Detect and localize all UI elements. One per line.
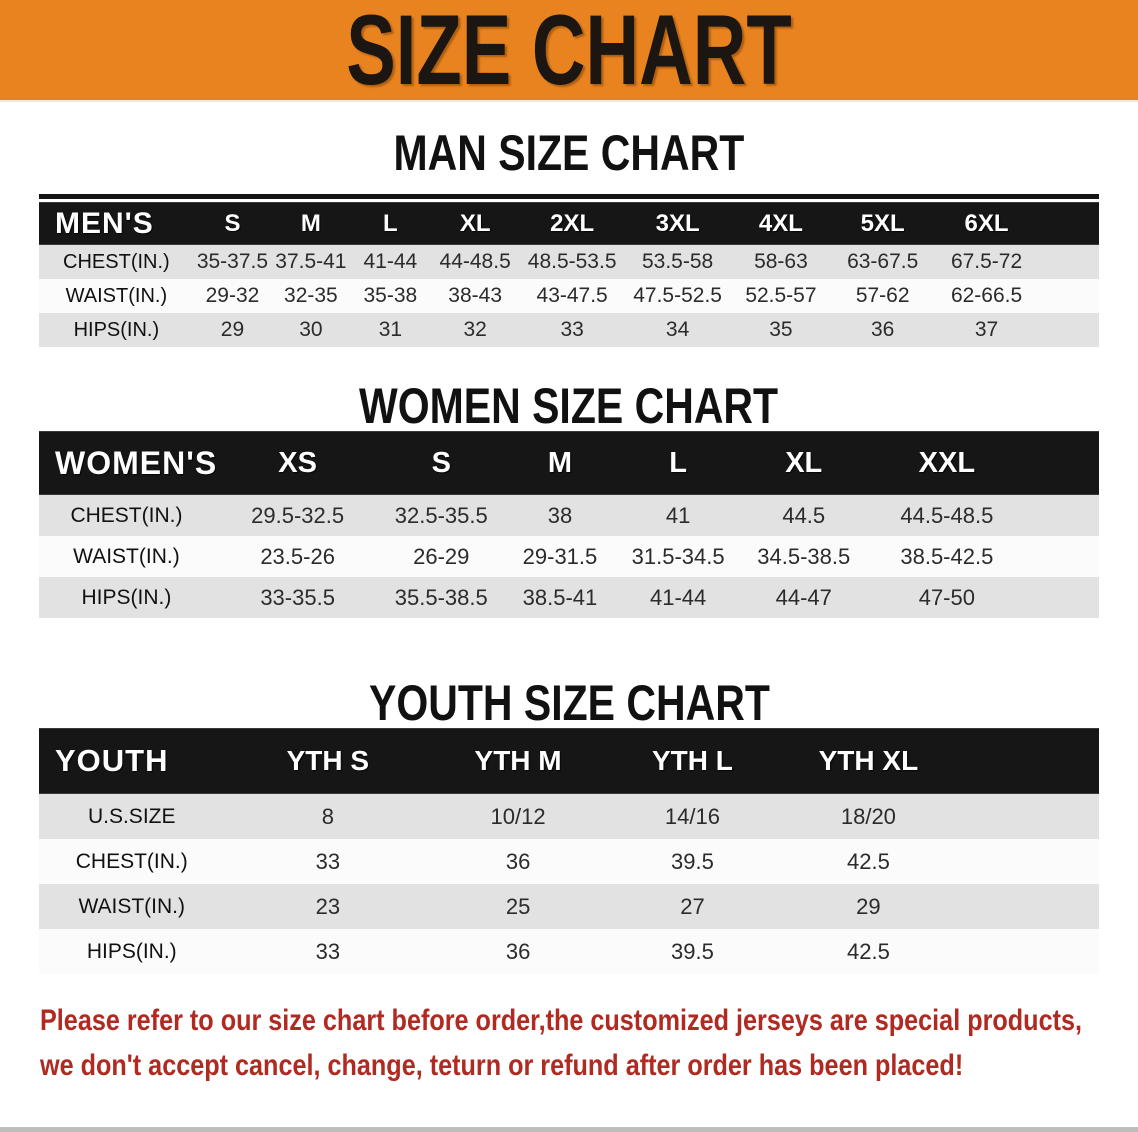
row-label: CHEST(IN.) — [39, 495, 214, 537]
table-cell: 44-47 — [738, 577, 871, 618]
row-label: HIPS(IN.) — [39, 929, 224, 974]
table-cell: 57-62 — [831, 279, 935, 313]
table-cell: 33 — [224, 839, 431, 884]
filler-cell — [1039, 313, 1100, 347]
table-row — [39, 536, 1099, 577]
table-cell: 31.5-34.5 — [619, 536, 738, 577]
column-header: XS — [214, 432, 381, 495]
table-cell: 63-67.5 — [831, 245, 935, 280]
table-cell: 58-63 — [731, 245, 831, 280]
table-row — [39, 279, 1099, 313]
table-cell: 44.5 — [738, 495, 871, 537]
column-header: L — [619, 432, 738, 495]
table-header-label: MEN'S — [39, 203, 194, 245]
table-cell: 36 — [831, 313, 935, 347]
table-cell: 29-31.5 — [501, 536, 619, 577]
column-header: XXL — [870, 432, 1024, 495]
filler-cell — [1039, 203, 1100, 245]
row-label: WAIST(IN.) — [39, 536, 214, 577]
table-cell: 42.5 — [780, 929, 957, 974]
filler-cell — [957, 884, 1099, 929]
table-cell: 52.5-57 — [731, 279, 831, 313]
table-cell: 41-44 — [619, 577, 738, 618]
filler-cell — [957, 839, 1099, 884]
disclaimer-note — [40, 998, 1138, 1088]
table-row — [39, 794, 1099, 840]
table-cell: 32 — [430, 313, 520, 347]
table-cell: 62-66.5 — [935, 279, 1039, 313]
filler-cell — [957, 794, 1099, 840]
row-label: HIPS(IN.) — [39, 313, 194, 347]
table-cell: 47-50 — [870, 577, 1024, 618]
table-cell: 34.5-38.5 — [738, 536, 871, 577]
women-size-table — [39, 431, 1099, 618]
table-cell: 23.5-26 — [214, 536, 381, 577]
column-header: 3XL — [624, 203, 731, 245]
header-row — [39, 729, 1099, 794]
column-header: M — [271, 203, 350, 245]
table-header-label: WOMEN'S — [39, 432, 214, 495]
youth-size-table — [39, 728, 1099, 974]
table-cell: 53.5-58 — [624, 245, 731, 280]
men-table-top-rule — [39, 194, 1099, 199]
table-cell: 31 — [351, 313, 430, 347]
table-cell: 48.5-53.5 — [520, 245, 624, 280]
column-header: 5XL — [831, 203, 935, 245]
table-cell: 42.5 — [780, 839, 957, 884]
filler-cell — [957, 729, 1099, 794]
column-header: S — [381, 432, 501, 495]
column-header: M — [501, 432, 619, 495]
column-header: 4XL — [731, 203, 831, 245]
women-heading-text: WOMEN SIZE CHART — [359, 378, 779, 434]
table-cell: 26-29 — [381, 536, 501, 577]
table-row — [39, 577, 1099, 618]
man-heading-text: MAN SIZE CHART — [393, 125, 745, 181]
table-cell: 41-44 — [351, 245, 430, 280]
table-cell: 38.5-41 — [501, 577, 619, 618]
table-cell: 43-47.5 — [520, 279, 624, 313]
table-cell: 33-35.5 — [214, 577, 381, 618]
size-chart-banner — [0, 0, 1138, 105]
column-header: 6XL — [935, 203, 1039, 245]
table-cell: 35 — [731, 313, 831, 347]
column-header: XL — [430, 203, 520, 245]
table-cell: 29 — [780, 884, 957, 929]
table-cell: 33 — [224, 929, 431, 974]
banner-title: SIZE CHART — [346, 0, 792, 105]
bottom-edge-line — [0, 1127, 1138, 1132]
table-cell: 37 — [935, 313, 1039, 347]
row-label: WAIST(IN.) — [39, 884, 224, 929]
table-cell: 36 — [431, 929, 605, 974]
table-cell: 29.5-32.5 — [214, 495, 381, 537]
youth-section-heading — [0, 675, 1138, 731]
header-row — [39, 203, 1099, 245]
column-header: YTH XL — [780, 729, 957, 794]
table-cell: 37.5-41 — [271, 245, 350, 280]
table-cell: 38 — [501, 495, 619, 537]
table-cell: 14/16 — [605, 794, 780, 840]
table-row — [39, 839, 1099, 884]
filler-cell — [1039, 279, 1100, 313]
row-label: HIPS(IN.) — [39, 577, 214, 618]
table-cell: 34 — [624, 313, 731, 347]
filler-cell — [1024, 577, 1099, 618]
disclaimer-line-1: Please refer to our size chart before order,the customized jerseys are special products, — [40, 1004, 1083, 1037]
table-cell: 38.5-42.5 — [870, 536, 1024, 577]
column-header: YTH S — [224, 729, 431, 794]
column-header: S — [194, 203, 271, 245]
table-cell: 8 — [224, 794, 431, 840]
filler-cell — [1024, 432, 1099, 495]
table-cell: 18/20 — [780, 794, 957, 840]
row-label: U.S.SIZE — [39, 794, 224, 840]
header-row — [39, 432, 1099, 495]
table-cell: 27 — [605, 884, 780, 929]
table-cell: 29-32 — [194, 279, 271, 313]
table-cell: 39.5 — [605, 839, 780, 884]
filler-cell — [1024, 495, 1099, 537]
table-row — [39, 313, 1099, 347]
table-cell: 32.5-35.5 — [381, 495, 501, 537]
table-cell: 32-35 — [271, 279, 350, 313]
table-cell: 30 — [271, 313, 350, 347]
filler-cell — [957, 929, 1099, 974]
row-label: CHEST(IN.) — [39, 839, 224, 884]
table-cell: 41 — [619, 495, 738, 537]
table-cell: 10/12 — [431, 794, 605, 840]
table-row — [39, 884, 1099, 929]
table-cell: 23 — [224, 884, 431, 929]
table-cell: 36 — [431, 839, 605, 884]
disclaimer-line-2: we don't accept cancel, change, teturn or refund after order has been placed! — [40, 1049, 964, 1082]
row-label: WAIST(IN.) — [39, 279, 194, 313]
women-size-chart-section — [0, 378, 1138, 618]
table-cell: 29 — [194, 313, 271, 347]
table-header-label: YOUTH — [39, 729, 224, 794]
table-cell: 44.5-48.5 — [870, 495, 1024, 537]
table-cell: 67.5-72 — [935, 245, 1039, 280]
row-label: CHEST(IN.) — [39, 245, 194, 280]
men-size-table — [39, 202, 1099, 347]
table-row — [39, 495, 1099, 537]
table-cell: 33 — [520, 313, 624, 347]
man-size-chart-section — [0, 125, 1138, 347]
table-cell: 39.5 — [605, 929, 780, 974]
column-header: 2XL — [520, 203, 624, 245]
youth-size-chart-section — [0, 675, 1138, 974]
column-header: YTH M — [431, 729, 605, 794]
column-header: YTH L — [605, 729, 780, 794]
table-cell: 35-38 — [351, 279, 430, 313]
table-cell: 35-37.5 — [194, 245, 271, 280]
table-row — [39, 929, 1099, 974]
table-cell: 47.5-52.5 — [624, 279, 731, 313]
women-section-heading — [0, 378, 1138, 434]
filler-cell — [1039, 245, 1100, 280]
column-header: XL — [738, 432, 871, 495]
table-cell: 35.5-38.5 — [381, 577, 501, 618]
column-header: L — [351, 203, 430, 245]
table-cell: 38-43 — [430, 279, 520, 313]
man-section-heading — [0, 125, 1138, 181]
table-row — [39, 245, 1099, 280]
table-cell: 44-48.5 — [430, 245, 520, 280]
youth-heading-text: YOUTH SIZE CHART — [368, 675, 770, 731]
table-cell: 25 — [431, 884, 605, 929]
filler-cell — [1024, 536, 1099, 577]
